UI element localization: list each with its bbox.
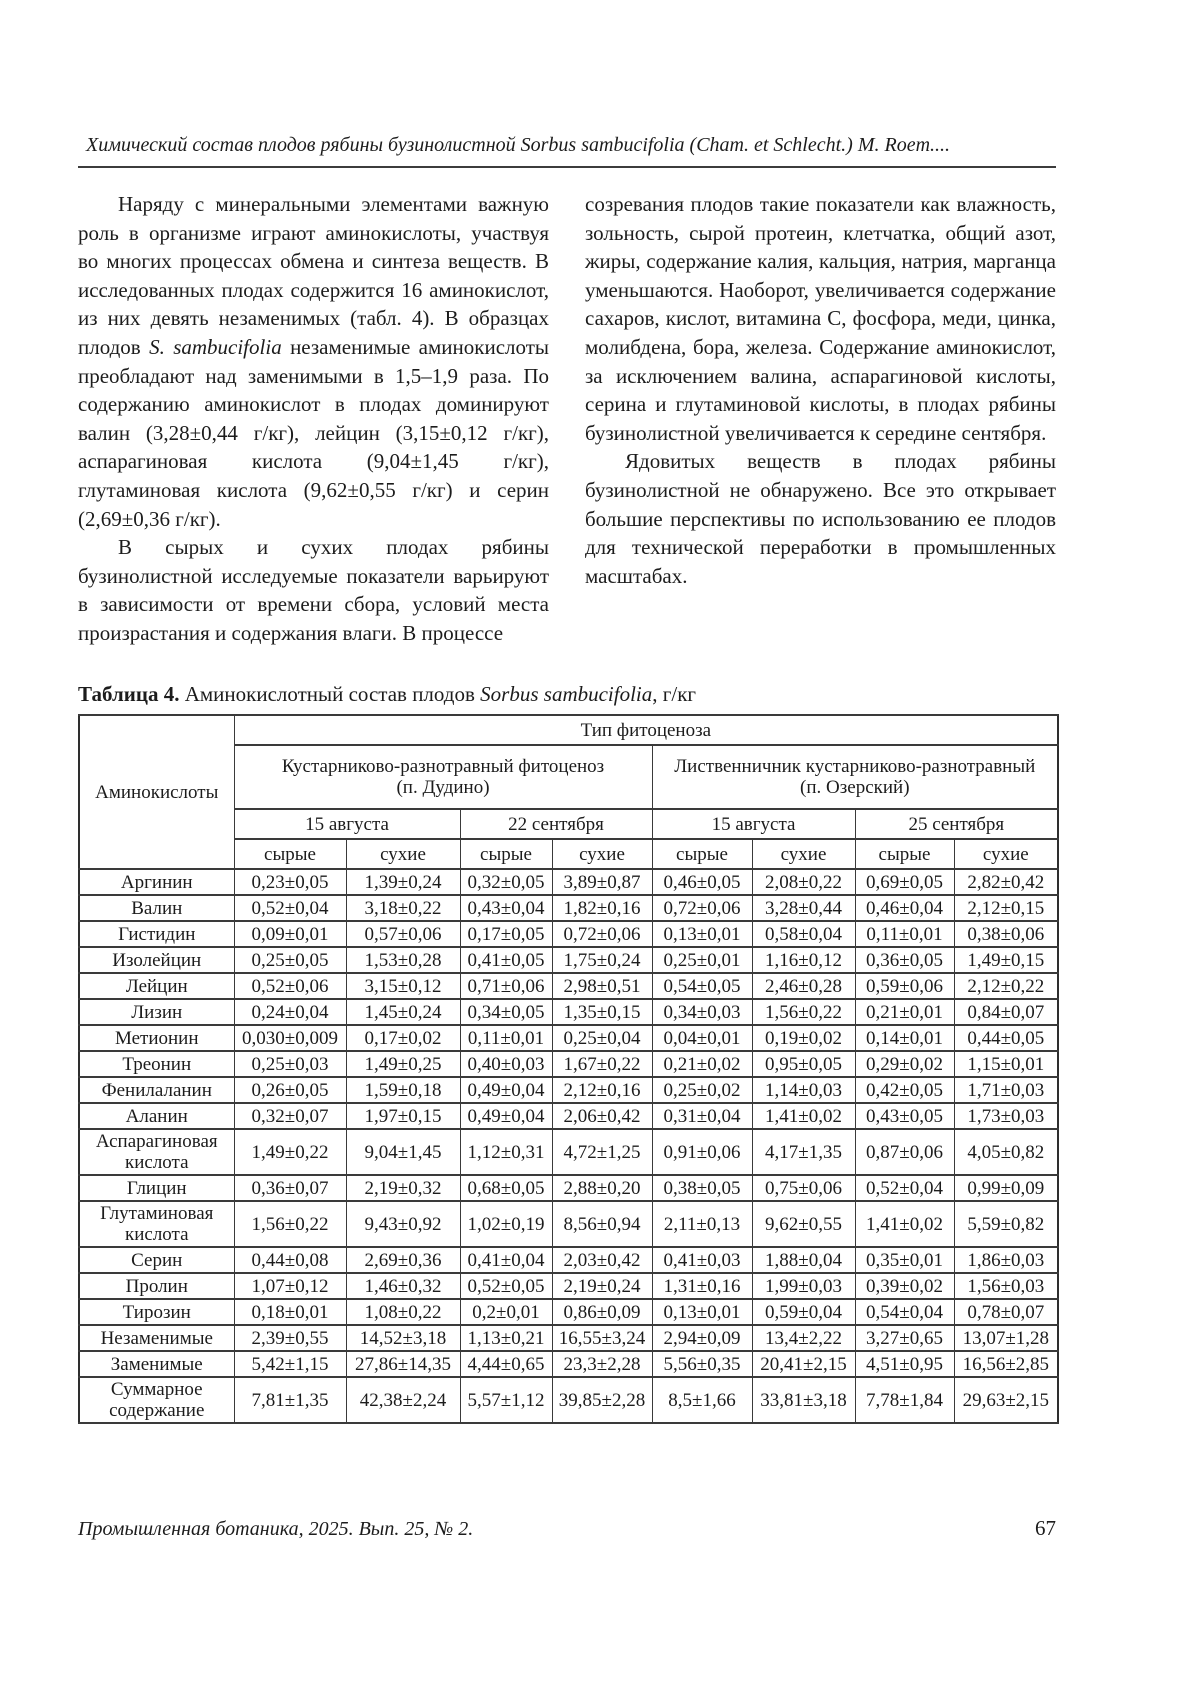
value-cell: 0,2±0,01: [460, 1299, 552, 1325]
article-body: [78, 190, 1056, 648]
value-cell: 2,82±0,42: [954, 869, 1058, 895]
value-cell: 1,86±0,03: [954, 1247, 1058, 1273]
value-cell: 1,71±0,03: [954, 1077, 1058, 1103]
table-row: [79, 973, 1058, 999]
value-cell: 1,56±0,22: [234, 1201, 346, 1247]
value-cell: 5,42±1,15: [234, 1351, 346, 1377]
value-cell: 0,19±0,02: [752, 1025, 855, 1051]
value-cell: 2,12±0,15: [954, 895, 1058, 921]
value-cell: 0,29±0,02: [855, 1051, 954, 1077]
value-cell: 0,13±0,01: [652, 1299, 752, 1325]
value-cell: 13,07±1,28: [954, 1325, 1058, 1351]
value-cell: 2,19±0,32: [346, 1175, 460, 1201]
state-header-cell: сухие: [346, 839, 460, 869]
value-cell: 0,36±0,07: [234, 1175, 346, 1201]
value-cell: 0,32±0,05: [460, 869, 552, 895]
value-cell: 1,31±0,16: [652, 1273, 752, 1299]
value-cell: 1,56±0,03: [954, 1273, 1058, 1299]
value-cell: 1,07±0,12: [234, 1273, 346, 1299]
value-cell: 1,56±0,22: [752, 999, 855, 1025]
value-cell: 0,84±0,07: [954, 999, 1058, 1025]
value-cell: 42,38±2,24: [346, 1377, 460, 1423]
value-cell: 0,72±0,06: [552, 921, 652, 947]
value-cell: 0,59±0,06: [855, 973, 954, 999]
value-cell: 1,67±0,22: [552, 1051, 652, 1077]
amino-acid-name: Аланин: [79, 1103, 234, 1129]
value-cell: 2,19±0,24: [552, 1273, 652, 1299]
table-row: [79, 1377, 1058, 1423]
value-cell: 1,41±0,02: [855, 1201, 954, 1247]
value-cell: 0,46±0,04: [855, 895, 954, 921]
group-header-cell: [652, 745, 1058, 809]
amino-acid-name: Треонин: [79, 1051, 234, 1077]
value-cell: 3,15±0,12: [346, 973, 460, 999]
value-cell: 0,49±0,04: [460, 1077, 552, 1103]
state-header-cell: сухие: [954, 839, 1058, 869]
value-cell: 2,94±0,09: [652, 1325, 752, 1351]
value-cell: 2,98±0,51: [552, 973, 652, 999]
date-header-cell: 25 сентября: [855, 809, 1058, 839]
value-cell: 0,23±0,05: [234, 869, 346, 895]
value-cell: 0,26±0,05: [234, 1077, 346, 1103]
value-cell: 1,13±0,21: [460, 1325, 552, 1351]
value-cell: 23,3±2,28: [552, 1351, 652, 1377]
table-row: [79, 1051, 1058, 1077]
phytocenosis-location: (п. Озерский): [800, 777, 910, 798]
table-row: [79, 1175, 1058, 1201]
table-row: [79, 1103, 1058, 1129]
value-cell: 0,36±0,05: [855, 947, 954, 973]
table-body: [79, 869, 1058, 1423]
value-cell: 7,78±1,84: [855, 1377, 954, 1423]
value-cell: 1,49±0,15: [954, 947, 1058, 973]
value-cell: 4,05±0,82: [954, 1129, 1058, 1175]
species-name: S. sambucifolia: [149, 334, 282, 359]
value-cell: 0,39±0,02: [855, 1273, 954, 1299]
value-cell: 2,11±0,13: [652, 1201, 752, 1247]
table-row: [79, 1325, 1058, 1351]
table-row: [79, 869, 1058, 895]
table-row: [79, 1273, 1058, 1299]
value-cell: 0,25±0,05: [234, 947, 346, 973]
value-cell: 1,75±0,24: [552, 947, 652, 973]
value-cell: 2,39±0,55: [234, 1325, 346, 1351]
value-cell: 1,46±0,32: [346, 1273, 460, 1299]
value-cell: 1,88±0,04: [752, 1247, 855, 1273]
value-cell: 1,49±0,25: [346, 1051, 460, 1077]
value-cell: 2,08±0,22: [752, 869, 855, 895]
value-cell: 1,49±0,22: [234, 1129, 346, 1175]
table-row: [79, 947, 1058, 973]
value-cell: 0,21±0,02: [652, 1051, 752, 1077]
left-column: [78, 190, 549, 648]
value-cell: 0,71±0,06: [460, 973, 552, 999]
value-cell: 1,08±0,22: [346, 1299, 460, 1325]
state-header-cell: сухие: [552, 839, 652, 869]
corner-header-cell: Аминокислоты: [79, 715, 234, 869]
value-cell: 0,52±0,04: [234, 895, 346, 921]
value-cell: 0,35±0,01: [855, 1247, 954, 1273]
value-cell: 0,52±0,06: [234, 973, 346, 999]
table-row: [79, 1077, 1058, 1103]
date-header-cell: 15 августа: [652, 809, 855, 839]
table-row: [79, 1247, 1058, 1273]
value-cell: 3,89±0,87: [552, 869, 652, 895]
value-cell: 9,62±0,55: [752, 1201, 855, 1247]
table-row: [79, 1201, 1058, 1247]
value-cell: 1,73±0,03: [954, 1103, 1058, 1129]
value-cell: 1,35±0,15: [552, 999, 652, 1025]
table-caption-suffix: , г/кг: [652, 682, 697, 706]
species-name: Sorbus sambucifolia: [480, 682, 653, 706]
value-cell: 1,12±0,31: [460, 1129, 552, 1175]
value-cell: 0,42±0,05: [855, 1077, 954, 1103]
table-row: [79, 921, 1058, 947]
value-cell: 0,54±0,04: [855, 1299, 954, 1325]
date-header-cell: 15 августа: [234, 809, 460, 839]
value-cell: 1,15±0,01: [954, 1051, 1058, 1077]
value-cell: 7,81±1,35: [234, 1377, 346, 1423]
value-cell: 0,14±0,01: [855, 1025, 954, 1051]
value-cell: 0,25±0,02: [652, 1077, 752, 1103]
value-cell: 0,40±0,03: [460, 1051, 552, 1077]
amino-acid-name: Аргинин: [79, 869, 234, 895]
value-cell: 0,13±0,01: [652, 921, 752, 947]
state-header-cell: сухие: [752, 839, 855, 869]
phytocenosis-location: (п. Дудино): [396, 777, 490, 798]
table-caption: [78, 682, 1056, 707]
value-cell: 39,85±2,28: [552, 1377, 652, 1423]
value-cell: 1,39±0,24: [346, 869, 460, 895]
value-cell: 1,99±0,03: [752, 1273, 855, 1299]
table-header: [79, 715, 1058, 869]
value-cell: 3,27±0,65: [855, 1325, 954, 1351]
value-cell: 0,54±0,05: [652, 973, 752, 999]
value-cell: 3,18±0,22: [346, 895, 460, 921]
footer-page-number: 67: [1035, 1516, 1056, 1540]
footer-journal-title: Промышленная ботаника, 2025. Вып. 25, № 2.: [78, 1518, 474, 1540]
amino-acid-table: [78, 714, 1059, 1424]
paragraph: В сырых и сухих плодах рябины бузинолистной исследуемые показатели варьируют в зависимости от времени сбора, условий места произрастания и содержания влаги. В процессе: [78, 535, 549, 645]
value-cell: 0,46±0,05: [652, 869, 752, 895]
value-cell: 0,17±0,05: [460, 921, 552, 947]
value-cell: 0,38±0,05: [652, 1175, 752, 1201]
value-cell: 33,81±3,18: [752, 1377, 855, 1423]
table-row: [79, 1025, 1058, 1051]
value-cell: 1,53±0,28: [346, 947, 460, 973]
value-cell: 2,06±0,42: [552, 1103, 652, 1129]
value-cell: 0,58±0,04: [752, 921, 855, 947]
value-cell: 1,59±0,18: [346, 1077, 460, 1103]
amino-acid-name: Серин: [79, 1247, 234, 1273]
value-cell: 0,25±0,03: [234, 1051, 346, 1077]
amino-acid-name: Лизин: [79, 999, 234, 1025]
running-head: Химический состав плодов рябины бузинолистной Sorbus sambucifolia (Cham. et Schlecht.) M. Roem....: [78, 134, 1056, 168]
value-cell: 2,46±0,28: [752, 973, 855, 999]
amino-acid-name: Изолейцин: [79, 947, 234, 973]
date-header-cell: 22 сентября: [460, 809, 652, 839]
value-cell: 9,04±1,45: [346, 1129, 460, 1175]
amino-acid-name: Фенилаланин: [79, 1077, 234, 1103]
value-cell: 0,52±0,04: [855, 1175, 954, 1201]
value-cell: 0,34±0,03: [652, 999, 752, 1025]
value-cell: 0,25±0,01: [652, 947, 752, 973]
table-row: [79, 895, 1058, 921]
value-cell: 1,45±0,24: [346, 999, 460, 1025]
amino-acid-name: Глутаминовая кислота: [79, 1201, 234, 1247]
state-header-cell: сырые: [460, 839, 552, 869]
paragraph-text: незаменимые аминокислоты преобладают над заменимыми в 1,5–1,9 раза. По содержанию аминокислот в плодах доминируют валин (3,28±0,44 г/кг), лейцин (3,15±0,12 г/кг), аспарагиновая кислота (9,04±1,45 г/кг), глутаминовая кислота (9,62±0,55 г/кг) и серин (2,69±0,36 г/кг).: [78, 334, 550, 531]
value-cell: 0,09±0,01: [234, 921, 346, 947]
amino-acid-name: Суммарное содержание: [79, 1377, 234, 1423]
value-cell: 0,86±0,09: [552, 1299, 652, 1325]
value-cell: 0,78±0,07: [954, 1299, 1058, 1325]
value-cell: 0,17±0,02: [346, 1025, 460, 1051]
paragraph: созревания плодов такие показатели как влажность, зольность, сырой протеин, клетчатка, общий азот, жиры, содержание калия, кальция, натрия, марганца уменьшаются. Наоборот, увеличивается содержание сахаров, кислот, витамина С, фосфора, меди, цинка, молибдена, бора, железа. Содержание аминокислот, за исключением валина, аспарагиновой кислоты, серина и глутаминовой кислоты, в плодах рябины бузинолистной увеличивается к середине сентября.: [585, 192, 1056, 445]
value-cell: 1,02±0,19: [460, 1201, 552, 1247]
amino-acid-name: Аспарагиновая кислота: [79, 1129, 234, 1175]
page-footer: [78, 1516, 1056, 1541]
value-cell: 1,16±0,12: [752, 947, 855, 973]
value-cell: 2,12±0,16: [552, 1077, 652, 1103]
value-cell: 0,44±0,08: [234, 1247, 346, 1273]
table-row: [79, 999, 1058, 1025]
value-cell: 0,31±0,04: [652, 1103, 752, 1129]
table-row: [79, 1351, 1058, 1377]
value-cell: 29,63±2,15: [954, 1377, 1058, 1423]
value-cell: 1,82±0,16: [552, 895, 652, 921]
amino-acid-name: Гистидин: [79, 921, 234, 947]
phytocenosis-name: Кустарниково-разнотравный фитоценоз: [281, 756, 605, 777]
amino-acid-name: Пролин: [79, 1273, 234, 1299]
value-cell: 2,69±0,36: [346, 1247, 460, 1273]
value-cell: 0,72±0,06: [652, 895, 752, 921]
value-cell: 2,12±0,22: [954, 973, 1058, 999]
value-cell: 5,56±0,35: [652, 1351, 752, 1377]
value-cell: 3,28±0,44: [752, 895, 855, 921]
value-cell: 0,41±0,04: [460, 1247, 552, 1273]
value-cell: 16,55±3,24: [552, 1325, 652, 1351]
value-cell: 0,43±0,04: [460, 895, 552, 921]
top-header-cell: Тип фитоценоза: [234, 715, 1058, 745]
paragraph: [78, 190, 549, 533]
value-cell: 0,24±0,04: [234, 999, 346, 1025]
value-cell: 0,59±0,04: [752, 1299, 855, 1325]
value-cell: 0,99±0,09: [954, 1175, 1058, 1201]
state-header-cell: сырые: [652, 839, 752, 869]
value-cell: 0,69±0,05: [855, 869, 954, 895]
value-cell: 5,57±1,12: [460, 1377, 552, 1423]
value-cell: 1,14±0,03: [752, 1077, 855, 1103]
value-cell: 0,95±0,05: [752, 1051, 855, 1077]
value-cell: 0,41±0,05: [460, 947, 552, 973]
right-column: [585, 190, 1056, 648]
value-cell: 0,87±0,06: [855, 1129, 954, 1175]
value-cell: 5,59±0,82: [954, 1201, 1058, 1247]
value-cell: 0,44±0,05: [954, 1025, 1058, 1051]
phytocenosis-name: Лиственничник кустарниково-разнотравный: [674, 756, 1036, 777]
value-cell: 4,51±0,95: [855, 1351, 954, 1377]
value-cell: 8,56±0,94: [552, 1201, 652, 1247]
value-cell: 1,97±0,15: [346, 1103, 460, 1129]
value-cell: 4,72±1,25: [552, 1129, 652, 1175]
amino-acid-name: Метионин: [79, 1025, 234, 1051]
amino-acid-name: Тирозин: [79, 1299, 234, 1325]
value-cell: 4,17±1,35: [752, 1129, 855, 1175]
value-cell: 0,49±0,04: [460, 1103, 552, 1129]
value-cell: 0,04±0,01: [652, 1025, 752, 1051]
amino-acid-name: Валин: [79, 895, 234, 921]
state-header-cell: сырые: [855, 839, 954, 869]
value-cell: 1,41±0,02: [752, 1103, 855, 1129]
value-cell: 0,030±0,009: [234, 1025, 346, 1051]
table-caption-label: Таблица 4.: [78, 682, 180, 706]
table-row: [79, 1299, 1058, 1325]
value-cell: 0,75±0,06: [752, 1175, 855, 1201]
value-cell: 0,25±0,04: [552, 1025, 652, 1051]
value-cell: 0,57±0,06: [346, 921, 460, 947]
value-cell: 20,41±2,15: [752, 1351, 855, 1377]
amino-acid-name: Глицин: [79, 1175, 234, 1201]
value-cell: 2,88±0,20: [552, 1175, 652, 1201]
value-cell: 0,41±0,03: [652, 1247, 752, 1273]
group-header-cell: [234, 745, 652, 809]
amino-acid-name: Заменимые: [79, 1351, 234, 1377]
table-row: [79, 1129, 1058, 1175]
value-cell: 9,43±0,92: [346, 1201, 460, 1247]
paragraph: Ядовитых веществ в плодах рябины бузинолистной не обнаружено. Все это открывает большие перспективы по использованию ее плодов для технической переработки в промышленных масштабах.: [585, 449, 1056, 588]
value-cell: 0,32±0,07: [234, 1103, 346, 1129]
value-cell: 16,56±2,85: [954, 1351, 1058, 1377]
paragraph-text: Наряду с минеральными элементами важную роль в организме играют аминокислоты, участвуя во многих процессах обмена и синтеза веществ. В исследованных плодах содержится 16 аминокислот, из них девять незаменимых (табл. 4). В образцах плодов: [78, 192, 549, 359]
value-cell: 0,68±0,05: [460, 1175, 552, 1201]
value-cell: 0,91±0,06: [652, 1129, 752, 1175]
value-cell: 0,18±0,01: [234, 1299, 346, 1325]
state-header-cell: сырые: [234, 839, 346, 869]
value-cell: 14,52±3,18: [346, 1325, 460, 1351]
value-cell: 0,38±0,06: [954, 921, 1058, 947]
value-cell: 27,86±14,35: [346, 1351, 460, 1377]
value-cell: 8,5±1,66: [652, 1377, 752, 1423]
value-cell: 0,34±0,05: [460, 999, 552, 1025]
value-cell: 0,21±0,01: [855, 999, 954, 1025]
value-cell: 13,4±2,22: [752, 1325, 855, 1351]
table-caption-text: Аминокислотный состав плодов: [179, 682, 481, 706]
value-cell: 0,11±0,01: [855, 921, 954, 947]
value-cell: 2,03±0,42: [552, 1247, 652, 1273]
value-cell: 4,44±0,65: [460, 1351, 552, 1377]
value-cell: 0,43±0,05: [855, 1103, 954, 1129]
value-cell: 0,52±0,05: [460, 1273, 552, 1299]
amino-acid-name: Лейцин: [79, 973, 234, 999]
value-cell: 0,11±0,01: [460, 1025, 552, 1051]
amino-acid-name: Незаменимые: [79, 1325, 234, 1351]
